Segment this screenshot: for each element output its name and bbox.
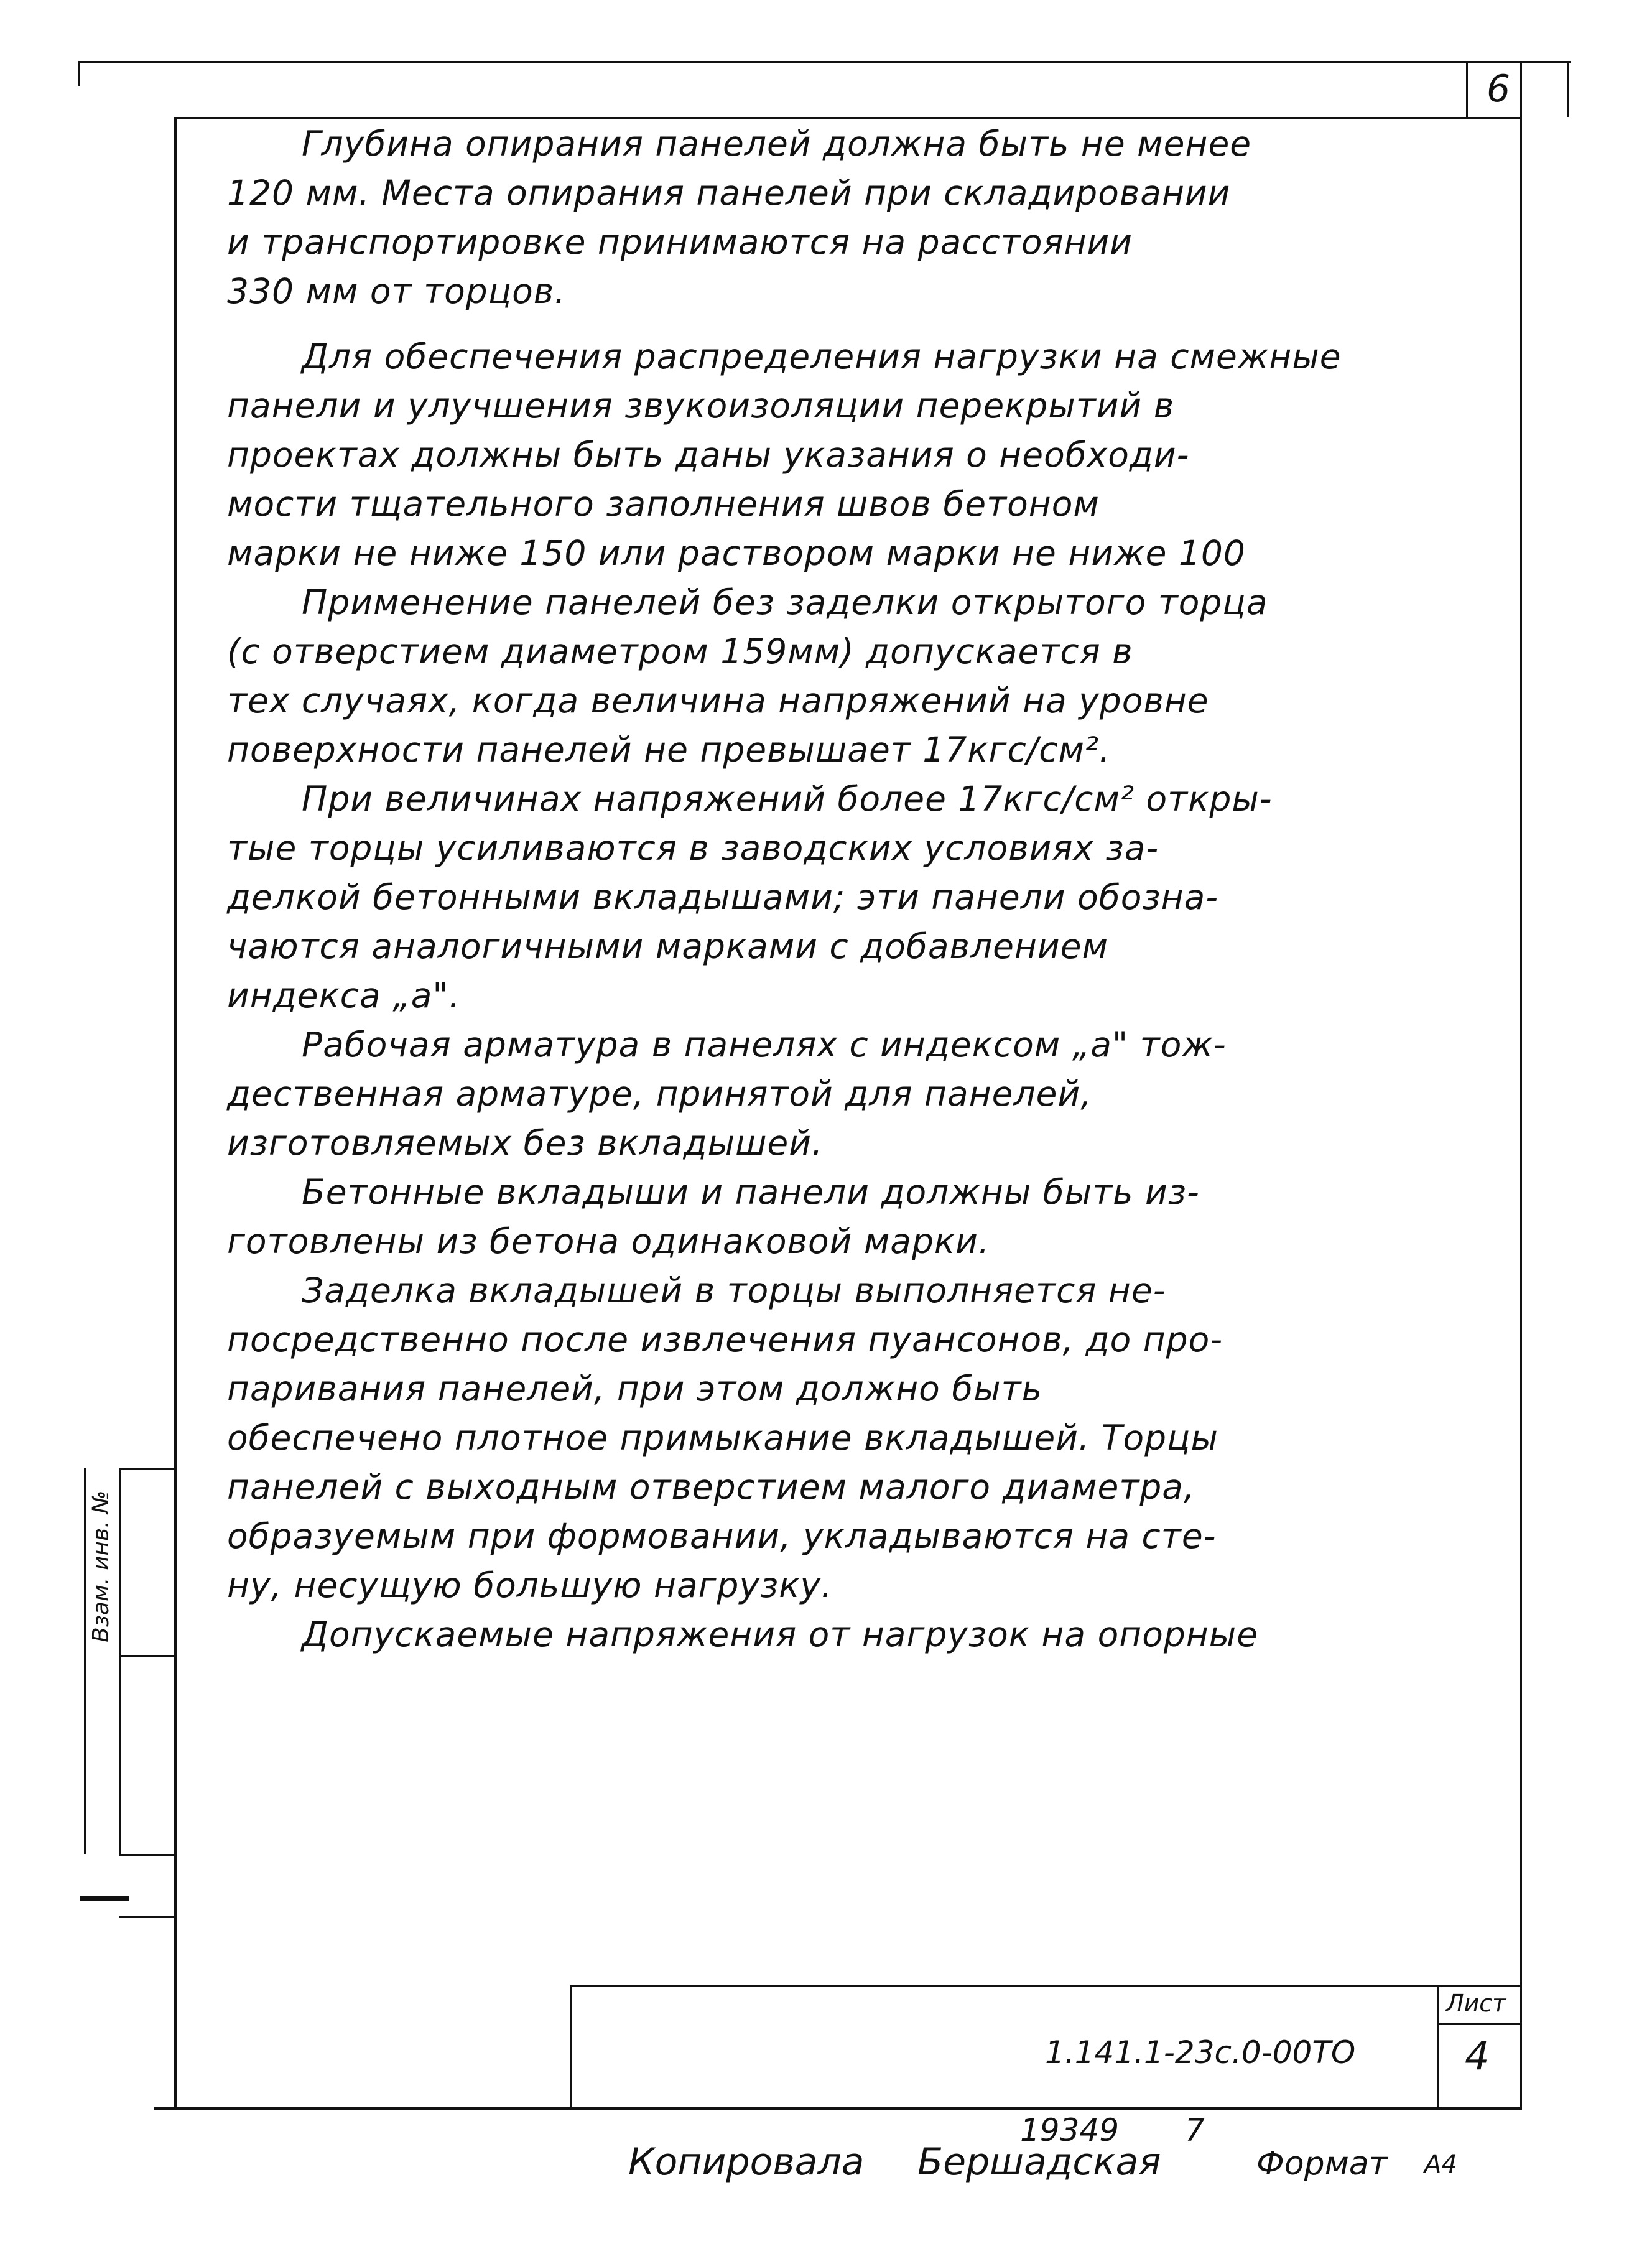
body-line: изготовляемых без вкладышей. (227, 1123, 824, 1163)
side-stamp-line-2 (119, 1468, 121, 1854)
top-border-line (78, 61, 1571, 63)
body-line: Допускаемые напряжения от нагрузок на опорные (302, 1614, 1258, 1654)
body-line: мости тщательного заполнения швов бетоном (227, 484, 1100, 524)
page-number-box-left (1466, 61, 1468, 118)
body-line: посредственно после извлечения пуансонов, до про- (227, 1320, 1223, 1359)
body-line: панели и улучшения звукоизоляции перекрытий в (227, 386, 1175, 426)
format-label: Формат (1256, 2145, 1388, 2183)
body-line: ну, несущую большую нагрузку. (227, 1565, 833, 1605)
body-line: 120 мм. Места опирания панелей при складировании (227, 173, 1231, 213)
body-line: Бетонные вкладыши и панели должны быть из- (302, 1172, 1200, 1212)
body-line: поверхности панелей не превышает 17кгс/см². (227, 730, 1111, 770)
body-line: марки не ниже 150 или раствором марки не ниже 100 (227, 533, 1246, 573)
body-line: Заделка вкладышей в торцы выполняется не- (302, 1270, 1166, 1310)
sheet-label: Лист (1446, 1990, 1506, 2017)
outer-left-edge-line (78, 61, 80, 86)
right-outer-border-line (1567, 61, 1569, 117)
side-stamp-line-1 (84, 1468, 86, 1854)
body-line: и транспортировке принимаются на расстоянии (227, 222, 1133, 262)
sheet-number: 4 (1465, 2033, 1490, 2079)
body-line: При величинах напряжений более 17кгс/см² откры- (302, 779, 1273, 819)
side-stamp-h-2 (119, 1655, 175, 1657)
copied-by: Бершадская (917, 2140, 1161, 2184)
body-line: Рабочая арматура в панелях с индексом „а" тож- (302, 1025, 1227, 1065)
right-border-line (1520, 61, 1522, 2110)
side-stamp-mark (80, 1896, 129, 1901)
body-line: индекса „а". (227, 976, 461, 1015)
body-line: дественная арматуре, принятой для панелей, (227, 1074, 1092, 1114)
body-line: Применение панелей без заделки открытого торца (302, 582, 1268, 622)
body-line: Глубина опирания панелей должна быть не менее (302, 124, 1252, 164)
copied-label: Копировала (628, 2140, 865, 2184)
side-stamp-h-4 (119, 1916, 175, 1918)
bottom-border-line (154, 2107, 1521, 2110)
document-designation: 1.141.1-23с.0-00ТО (1045, 2034, 1356, 2071)
side-stamp-label: Взам. инв. № (88, 1490, 114, 1642)
body-text (227, 119, 1477, 1659)
paragraph-gap (227, 316, 1477, 332)
sheet-cell-left (1437, 1985, 1439, 2109)
page-number: 6 (1487, 67, 1511, 111)
side-stamp-h-3 (119, 1854, 175, 1856)
body-line: Для обеспечения распределения нагрузки на смежные (302, 337, 1342, 376)
body-line: тые торцы усиливаются в заводских условиях за- (227, 828, 1159, 868)
body-line: делкой бетонными вкладышами; эти панели обозна- (227, 877, 1219, 917)
format-value: А4 (1424, 2150, 1457, 2179)
sheet-cell-divider (1437, 2023, 1521, 2025)
body-line: чаются аналогичными марками с добавлением (227, 926, 1108, 966)
body-line: образуемым при формовании, укладываются на сте- (227, 1516, 1217, 1556)
title-block-top (571, 1985, 1521, 1987)
inventory-suffix: 7 (1185, 2112, 1205, 2148)
body-line: проектах должны быть даны указания о необходи- (227, 435, 1190, 475)
body-line: паривания панелей, при этом должно быть (227, 1369, 1043, 1409)
body-line: панелей с выходным отверстием малого диаметра, (227, 1467, 1195, 1507)
body-line: 330 мм от торцов. (227, 271, 566, 311)
body-line: тех случаях, когда величина напряжений на уровне (227, 681, 1209, 720)
body-line: готовлены из бетона одинаковой марки. (227, 1221, 990, 1261)
body-line: обеспечено плотное примыкание вкладышей. Торцы (227, 1418, 1218, 1458)
inventory-number: 19349 (1020, 2112, 1120, 2148)
title-block-left (570, 1985, 572, 2109)
side-stamp-h-1 (119, 1468, 175, 1470)
body-line: (с отверстием диаметром 159мм) допускается в (227, 631, 1133, 671)
left-inner-border-line (174, 117, 177, 2110)
